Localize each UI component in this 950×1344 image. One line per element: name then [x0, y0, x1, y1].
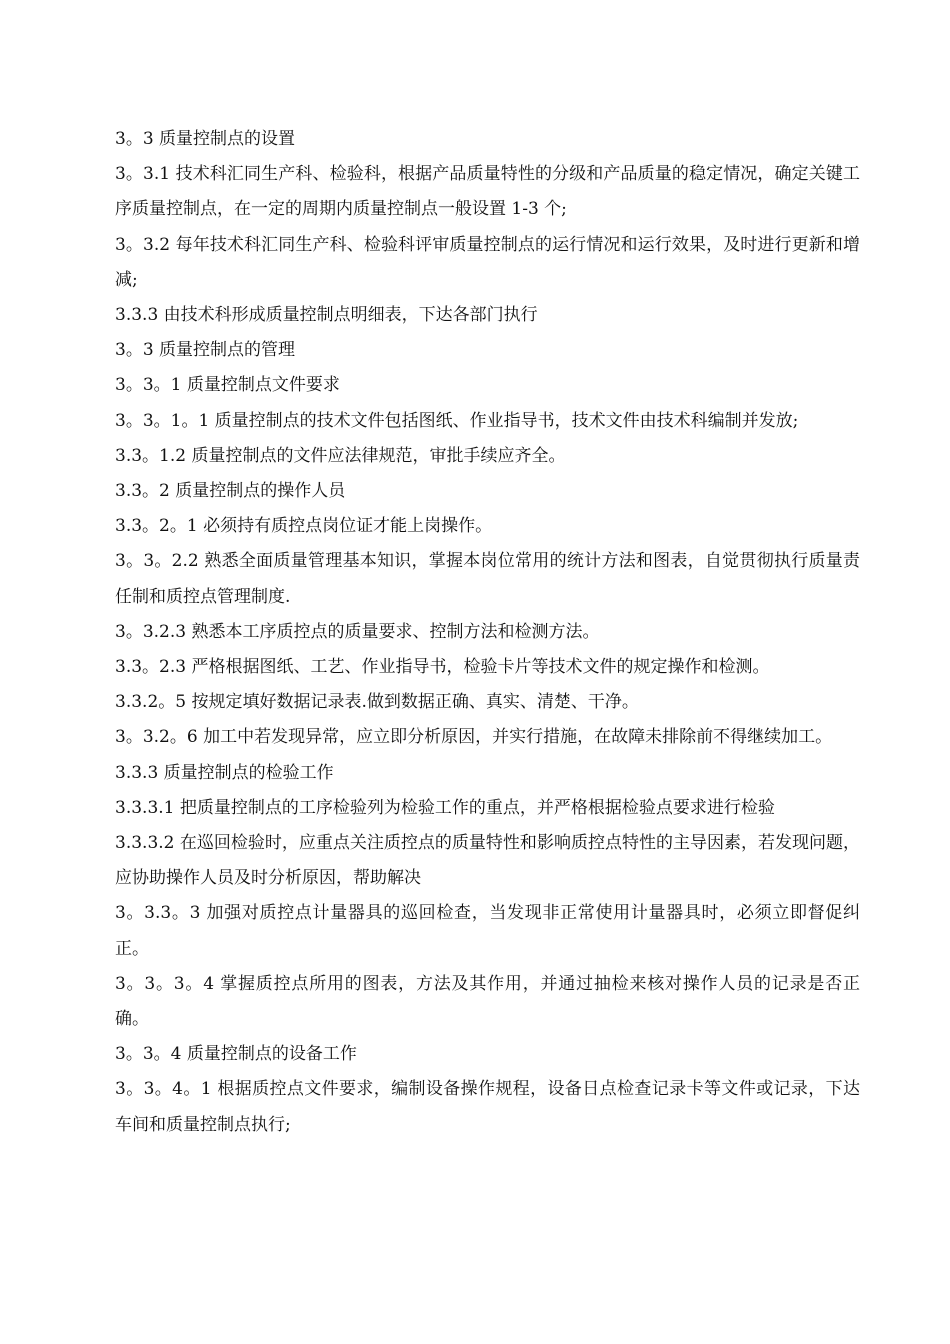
clause-3-3-2-2: 3。3。2.2 熟悉全面质量管理基本知识，掌握本岗位常用的统计方法和图表，自觉贯彻执行质量责任制和质控点管理制度. [115, 551, 860, 607]
clause-3-3-1: 3。3.1 技术科汇同生产科、检验科，根据产品质量特性的分级和产品质量的稳定情况，确定关键工序质量控制点，在一定的周期内质量控制点一般设置 1-3 个; [115, 164, 860, 220]
clause-3-3-2-3a: 3。3.2.3 熟悉本工序质控点的质量要求、控制方法和检测方法。 [115, 621, 600, 642]
clause-3-3-2-6: 3。3.2。6 加工中若发现异常，应立即分析原因，并实行措施，在故障未排除前不得继续加工。 [115, 727, 833, 748]
clause-3-3-4-1: 3。3。4。1 根据质控点文件要求，编制设备操作规程，设备日点检查记录卡等文件或记录，下达车间和质量控制点执行; [115, 1079, 860, 1135]
clause-3-3-3-1: 3.3.3.1 把质量控制点的工序检验列为检验工作的重点，并严格根据检验点要求进行检验 [115, 797, 775, 818]
subsection-heading-inspection: 3.3.3 质量控制点的检验工作 [115, 762, 334, 783]
clause-3-3-2-1: 3.3。2。1 必须持有质控点岗位证才能上岗操作。 [115, 516, 493, 537]
clause-3-3-3-4: 3。3。3。4 掌握质控点所用的图表，方法及其作用，并通过抽检来核对操作人员的记录是否正确。 [115, 973, 860, 1030]
clause-3-3-2-3b: 3.3。2.3 严格根据图纸、工艺、作业指导书，检验卡片等技术文件的规定操作和检测。 [115, 657, 770, 678]
subsection-heading-documents: 3。3。1 质量控制点文件要求 [115, 375, 340, 396]
clause-3-3-2: 3。3.2 每年技术科汇同生产科、检验科评审质量控制点的运行情况和运行效果，及时进行更新和增减; [115, 234, 860, 290]
clause-3-3-1-2: 3.3。1.2 质量控制点的文件应法律规范，审批手续应齐全。 [115, 445, 566, 466]
clause-3-3-2-5: 3.3.2。5 按规定填好数据记录表.做到数据正确、真实、清楚、干净。 [115, 692, 639, 713]
clause-3-3-1-1: 3。3。1。1 质量控制点的技术文件包括图纸、作业指导书，技术文件由技术科编制并发放; [115, 410, 799, 431]
subsection-heading-equipment: 3。3。4 质量控制点的设备工作 [115, 1044, 357, 1065]
subsection-heading-operators: 3.3。2 质量控制点的操作人员 [115, 481, 346, 502]
clause-3-3-3-2: 3.3.3.2 在巡回检验时，应重点关注质控点的质量特性和影响质控点特性的主导因素，若发现问题，应协助操作人员及时分析原因，帮助解决 [115, 833, 860, 889]
section-heading-management: 3。3 质量控制点的管理 [115, 340, 296, 361]
document-body [115, 122, 860, 1143]
clause-3-3-3: 3.3.3 由技术科形成质量控制点明细表，下达各部门执行 [115, 305, 538, 326]
section-heading-setup: 3。3 质量控制点的设置 [115, 129, 296, 149]
clause-3-3-3-3: 3。3.3。3 加强对质控点计量器具的巡回检查，当发现非正常使用计量器具时，必须立即督促纠正。 [115, 903, 860, 959]
